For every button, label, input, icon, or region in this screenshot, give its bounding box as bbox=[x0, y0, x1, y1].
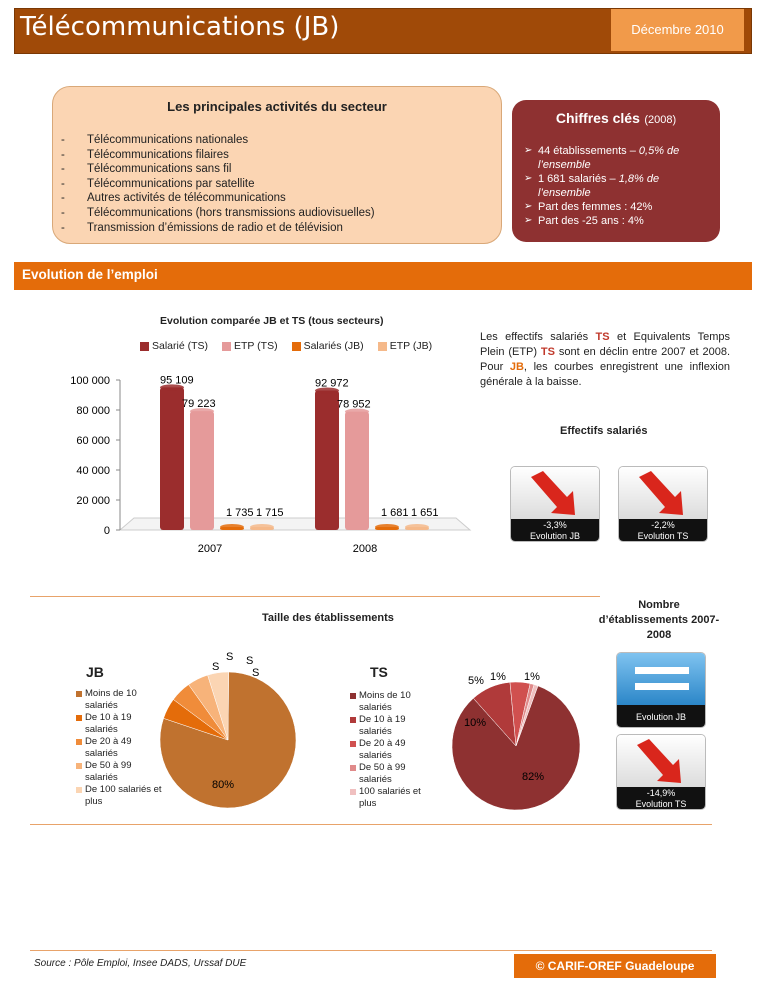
activity-item: - Transmission d’émissions de radio et de télévision bbox=[61, 221, 375, 236]
legend-swatch bbox=[140, 342, 149, 351]
x-tick-label: 2008 bbox=[352, 543, 378, 555]
key-figures-title: Chiffres clés bbox=[555, 110, 640, 126]
y-tick-label: 80 000 bbox=[76, 405, 110, 417]
x-tick-label: 2007 bbox=[197, 543, 223, 555]
bar bbox=[190, 411, 214, 530]
legend-item: De 100 salariés et plus bbox=[76, 784, 166, 808]
trend-card-bottom: -3,3% Evolution JB bbox=[511, 519, 599, 542]
key-figures-box bbox=[512, 100, 720, 242]
bar-value-label: 1 651 bbox=[411, 507, 439, 519]
legend-item: De 10 à 19 salariés bbox=[76, 712, 166, 736]
taille-title: Taille des établissements bbox=[262, 612, 394, 624]
trend-card-bottom: -14,9% Evolution TS bbox=[617, 787, 705, 810]
legend-swatch bbox=[222, 342, 231, 351]
nombre-card-ts bbox=[616, 734, 706, 810]
pie-slice-label: S bbox=[246, 655, 254, 667]
pie-chart-jb bbox=[150, 650, 310, 810]
nombre-title: Nombre d’établissements 2007-2008 bbox=[598, 599, 720, 641]
trend-card-top bbox=[617, 653, 705, 705]
divider bbox=[30, 824, 712, 825]
effectifs-title: Effectifs salariés bbox=[560, 425, 648, 437]
activities-box bbox=[52, 86, 502, 244]
bar-value-label: 78 952 bbox=[337, 398, 371, 411]
legend-item: Moins de 10 salariés bbox=[76, 688, 166, 712]
activity-item: - Autres activités de télécommunications bbox=[61, 191, 375, 206]
pie-slice-label: 1% bbox=[490, 671, 506, 683]
legend-item: ETP (TS) bbox=[222, 340, 278, 352]
divider bbox=[30, 950, 712, 951]
legend-item: Moins de 10 salariés bbox=[350, 690, 440, 714]
pie-slice-label: S bbox=[212, 661, 220, 673]
y-tick-label: 100 000 bbox=[70, 375, 110, 387]
pie-slice-label: 5% bbox=[468, 675, 484, 687]
equal-icon bbox=[617, 653, 706, 705]
bar-chart bbox=[20, 360, 480, 560]
trend-card-bottom: Evolution JB bbox=[617, 705, 705, 728]
y-tick-label: 40 000 bbox=[76, 465, 110, 477]
report-date: Décembre 2010 bbox=[611, 9, 744, 51]
down-arrow-icon bbox=[617, 735, 706, 787]
bar bbox=[315, 391, 339, 530]
activity-item: - Télécommunications nationales bbox=[61, 133, 375, 148]
legend-item: 100 salariés et plus bbox=[350, 786, 440, 810]
bar-value-label: 1 735 bbox=[226, 507, 254, 519]
pie-slice-label: S bbox=[252, 667, 260, 679]
y-tick-label: 20 000 bbox=[76, 495, 110, 507]
trend-card-top bbox=[617, 735, 705, 787]
y-tick-label: 0 bbox=[103, 525, 110, 537]
legend-swatch bbox=[378, 342, 387, 351]
page-title: Télécommunications (JB) bbox=[20, 12, 340, 42]
activity-item: - Télécommunications (hors transmissions audiovisuelles) bbox=[61, 206, 375, 221]
trend-card-top bbox=[619, 467, 707, 519]
key-figures-year: (2008) bbox=[644, 114, 677, 126]
activities-title: Les principales activités du secteur bbox=[167, 99, 387, 114]
pie-slice-label: 80% bbox=[212, 779, 235, 791]
key-figure-item: ➢ Part des -25 ans : 4% bbox=[524, 214, 714, 228]
copyright-badge: © CARIF-OREF Guadeloupe bbox=[514, 954, 716, 978]
trend-card-top bbox=[511, 467, 599, 519]
pie-jb-title: JB bbox=[86, 664, 104, 680]
bar-cap bbox=[375, 524, 399, 530]
down-arrow-icon bbox=[511, 467, 600, 519]
trend-card-bottom: -2,2% Evolution TS bbox=[619, 519, 707, 542]
pie-ts-legend bbox=[350, 690, 440, 810]
key-figure-item: ➢ Part des femmes : 42% bbox=[524, 200, 714, 214]
key-figures-header bbox=[512, 110, 720, 128]
legend-item: De 10 à 19 salariés bbox=[350, 714, 440, 738]
key-figures-list bbox=[524, 144, 714, 228]
trend-card-jb bbox=[510, 466, 600, 542]
legend-item: Salarié (TS) bbox=[140, 340, 208, 352]
down-arrow-icon bbox=[619, 467, 708, 519]
legend-swatch bbox=[292, 342, 301, 351]
nombre-card-jb bbox=[616, 652, 706, 728]
pie-slice-label: 1% bbox=[524, 671, 540, 683]
legend-item: De 20 à 49 salariés bbox=[76, 736, 166, 760]
trend-card-ts bbox=[618, 466, 708, 542]
bar bbox=[345, 412, 369, 530]
activity-item: - Télécommunications sans fil bbox=[61, 162, 375, 177]
legend-item: Salariés (JB) bbox=[292, 340, 364, 352]
bar-cap bbox=[250, 524, 274, 530]
key-figure-item: ➢ 1 681 salariés – 1,8% de l’ensemble bbox=[524, 172, 714, 200]
bar-value-label: 79 223 bbox=[182, 398, 216, 411]
divider bbox=[30, 596, 600, 597]
bar-cap bbox=[220, 524, 244, 530]
pie-slice-label: 10% bbox=[464, 717, 487, 729]
bar-value-label: 92 972 bbox=[315, 377, 349, 390]
side-paragraph: Les effectifs salariés TS et Equivalents Temps Plein (ETP) TS sont en déclin entre 2007 et 2008. Pour JB, les courbes enregistrent une inflexion générale à la baisse. bbox=[480, 331, 730, 388]
bar-value-label: 1 681 bbox=[381, 507, 409, 519]
bar-chart-legend bbox=[140, 340, 432, 352]
key-figure-item: ➢ 44 établissements – 0,5% de l’ensemble bbox=[524, 144, 714, 172]
y-tick-label: 60 000 bbox=[76, 435, 110, 447]
legend-item: De 50 à 99 salariés bbox=[350, 762, 440, 786]
bar-value-label: 95 109 bbox=[160, 374, 194, 387]
activities-list bbox=[61, 133, 375, 235]
pie-slice-label: S bbox=[226, 651, 234, 663]
pie-ts-title: TS bbox=[370, 664, 388, 680]
bar-chart-title: Evolution comparée JB et TS (tous secteurs) bbox=[160, 315, 384, 327]
legend-item: De 20 à 49 salariés bbox=[350, 738, 440, 762]
activity-item: - Télécommunications par satellite bbox=[61, 177, 375, 192]
activity-item: - Télécommunications filaires bbox=[61, 148, 375, 163]
source-note: Source : Pôle Emploi, Insee DADS, Urssaf DUE bbox=[34, 958, 247, 969]
pie-slice-label: 82% bbox=[522, 771, 545, 783]
legend-item: De 50 à 99 salariés bbox=[76, 760, 166, 784]
legend-item: ETP (JB) bbox=[378, 340, 432, 352]
bar bbox=[160, 387, 184, 530]
section-title: Evolution de l’emploi bbox=[22, 267, 158, 282]
bar-value-label: 1 715 bbox=[256, 507, 284, 519]
bar-cap bbox=[405, 524, 429, 530]
pie-chart-ts bbox=[434, 664, 604, 810]
